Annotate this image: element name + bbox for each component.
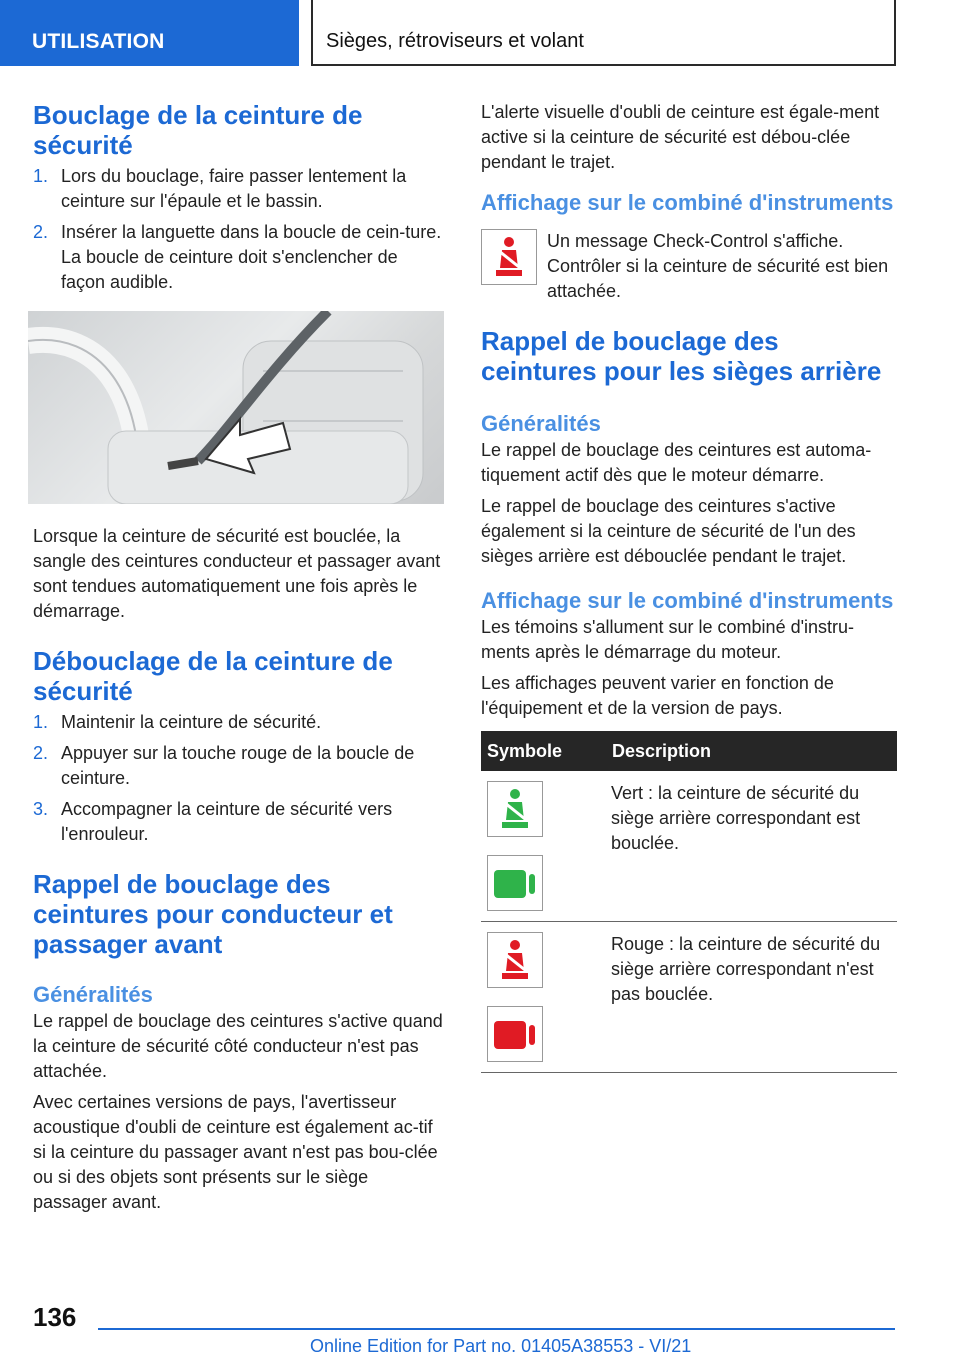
chapter-tab — [311, 0, 896, 66]
paragraph: Les témoins s'allument sur le combiné d'instru-ments après le démarrage du moteur. — [481, 617, 855, 662]
heading-rappel-avant: Rappel de bouclage des ceintures pour conducteur et passager avant — [33, 869, 393, 959]
step-text: Insérer la languette dans la boucle de cein-ture. La boucle de ceinture doit s'enclencher de façon audible. — [61, 222, 442, 292]
paragraph: L'alerte visuelle d'oubli de ceinture est égale-ment active si la ceinture de sécurité est débou-clée pendant le trajet. — [481, 102, 880, 172]
paragraph: Le rappel de bouclage des ceintures est automa-tiquement actif dès que le moteur démarre. — [481, 440, 872, 485]
bouclage-steps — [33, 164, 445, 295]
heading-debouclage: Débouclage de la ceinture de sécurité — [33, 646, 393, 706]
symbol-table — [481, 731, 897, 1073]
heading-affichage: Affichage sur le combiné d'instruments — [481, 588, 894, 613]
heading-rappel-arriere: Rappel de bouclage des ceintures pour les sièges arrière — [481, 326, 882, 386]
list-item — [33, 164, 445, 214]
list-item — [33, 220, 445, 295]
step-number: 1. — [33, 166, 49, 186]
edition-info: Online Edition for Part no. 01405A38553 - VI/21 — [310, 1336, 692, 1356]
symbol-cell — [481, 771, 606, 922]
seatbelt-red-icon — [487, 932, 543, 988]
step-number: 2. — [33, 222, 49, 242]
section-title: UTILISATION — [32, 30, 165, 53]
chapter-title: Sièges, rétroviseurs et volant — [326, 30, 584, 52]
list-item — [33, 797, 445, 847]
debouclage-steps — [33, 710, 445, 847]
heading-generalites: Généralités — [481, 411, 601, 436]
paragraph: Le rappel de bouclage des ceintures s'active quand la ceinture de sécurité côté conducteur n'est pas attachée. — [33, 1011, 443, 1081]
seatbelt-warning-icon — [481, 229, 537, 285]
seat-red-icon — [487, 1006, 543, 1062]
seat-green-icon — [487, 855, 543, 911]
description-cell: Rouge : la ceinture de sécurité du siège arrière correspondant n'est pas bouclée. — [606, 922, 897, 1073]
paragraph: Lorsque la ceinture de sécurité est bouclée, la sangle des ceintures conducteur et passager avant sont tendues automatiquement une fois après le démarrage. — [33, 526, 441, 621]
table-row — [481, 922, 897, 1073]
heading-bouclage: Bouclage de la ceinture de sécurité — [33, 100, 363, 160]
step-number: 3. — [33, 799, 49, 819]
paragraph: Le rappel de bouclage des ceintures s'active également si la ceinture de sécurité de l'un des sièges arrière est débouclée pendant le trajet. — [481, 496, 856, 566]
paragraph: Avec certaines versions de pays, l'avertisseur acoustique d'oubli de ceinture est également ac-tif si la ceinture du passager avant n'est pas bou-clée ou si des objets sont présents sur le siège passager avant. — [33, 1092, 438, 1212]
seatbelt-photo — [28, 311, 444, 504]
list-item — [33, 741, 445, 791]
heading-affichage: Affichage sur le combiné d'instruments — [481, 190, 894, 215]
paragraph: Les affichages peuvent varier en fonction de l'équipement et de la version de pays. — [481, 673, 834, 718]
left-column — [33, 100, 445, 1215]
section-tab — [0, 0, 299, 66]
table-row — [481, 771, 897, 922]
column-header: Symbole — [481, 731, 606, 771]
step-text: Maintenir la ceinture de sécurité. — [61, 712, 322, 732]
seatbelt-green-icon — [487, 781, 543, 837]
footer-divider — [98, 1328, 895, 1330]
page-number: 136 — [33, 1302, 77, 1332]
step-text: Accompagner la ceinture de sécurité vers l'enrouleur. — [61, 799, 393, 844]
step-number: 2. — [33, 743, 49, 763]
warning-note — [481, 229, 897, 304]
description-cell: Vert : la ceinture de sécurité du siège arrière correspondant est bouclée. — [606, 771, 897, 922]
symbol-cell — [481, 922, 606, 1073]
right-column — [481, 100, 897, 1073]
step-text: Lors du bouclage, faire passer lentement la ceinture sur l'épaule et le bassin. — [61, 166, 407, 211]
step-text: Appuyer sur la touche rouge de la boucle de ceinture. — [61, 743, 415, 788]
column-header: Description — [606, 731, 897, 771]
list-item — [33, 710, 445, 735]
step-number: 1. — [33, 712, 49, 732]
heading-generalites: Généralités — [33, 982, 153, 1007]
note-text: Un message Check-Control s'affiche. Contrôler si la ceinture de sécurité est bien attachée. — [547, 231, 889, 301]
table-header — [481, 731, 897, 771]
